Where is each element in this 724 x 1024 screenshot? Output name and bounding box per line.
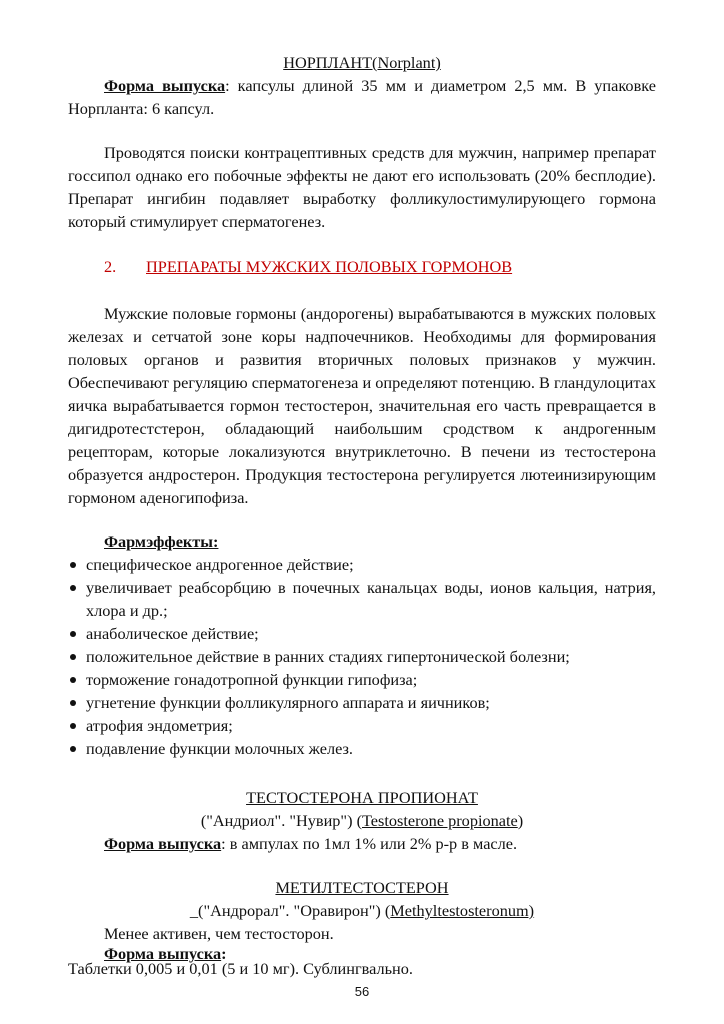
form-label: Форма выпуска	[104, 76, 226, 95]
list-item: анаболическое действие;	[68, 622, 656, 645]
list-item: атрофия эндометрия;	[68, 714, 656, 737]
testosterone-title-text: ТЕСТОСТЕРОНА ПРОПИОНАТ	[246, 788, 478, 807]
effects-list	[68, 553, 656, 760]
methyl-title	[68, 876, 656, 899]
form-text: : капсулы длиной 35 мм и диаметром 2,5 мм. В упаковке Норпланта: 6 капсул.	[68, 76, 656, 118]
section-paragraph: Мужские половые гормоны (андорогены) вырабатываются в мужских половых железах и сетчатой зоне коры надпочечников. Необходимы для формирования половых органов и развития вторичных половых признаков у мужчин. Обеспечивают регуляцию сперматогенеза и определяют потенцию. В гландулоцитах яичка вырабатывается гормон тестостерон, значительная его часть превращается в дигидротестстерон, обладающий наибольшим сродством к андрогенным рецепторам, которые локализуются внутриклеточно. В печени из тестостерона образуется андростерон. Продукция тестостерона регулируется лютеинизирующим гормоном аденогипофиза.	[68, 304, 656, 507]
page-number: 56	[354, 984, 370, 999]
list-item: подавление функции молочных желез.	[68, 737, 656, 760]
brands-text: ("Андриол". "Нувир") (	[200, 811, 362, 830]
effects-heading	[68, 530, 656, 553]
norplant-title	[68, 51, 656, 74]
latin-name: Methyltestosteronum)	[390, 901, 535, 920]
latin-name: Testosterone propionate	[362, 811, 518, 830]
effects-heading-text: Фармэффекты:	[104, 532, 219, 551]
norplant-form	[68, 74, 656, 120]
form-label: Форма выпуска	[104, 834, 222, 853]
norplant-paragraph: Проводятся поиски контрацептивных средств для мужчин, например препарат госсипол однако его побочные эффекты не дают его использовать (20% бесплодие). Препарат ингибин подавляет выработку фолликулостимулирующего гормона который стимулирует сперматогенез.	[68, 143, 656, 231]
methyl-title-text: МЕТИЛТЕСТОСТЕРОН	[275, 878, 449, 897]
list-item: специфическое андрогенное действие;	[68, 553, 656, 576]
brands-text: _("Андрорал". "Оравирон") (	[189, 901, 391, 920]
section-title: ПРЕПАРАТЫ МУЖСКИХ ПОЛОВЫХ ГОРМОНОВ	[146, 257, 513, 276]
testosterone-title	[68, 786, 656, 809]
list-item: увеличивает реабсорбцию в почечных канальцах воды, ионов кальция, натрия, хлора и др.;	[68, 576, 656, 622]
section-number: 2.	[104, 257, 117, 276]
list-item: торможение гонадотропной функции гипофиза;	[68, 668, 656, 691]
list-item: угнетение функции фолликулярного аппарата и яичников;	[68, 691, 656, 714]
form-text: : в ампулах по 1мл 1% или 2% р-р в масле.	[221, 834, 518, 853]
testosterone-form	[68, 832, 656, 855]
brands-close: )	[517, 811, 524, 830]
section-heading	[68, 255, 656, 278]
testosterone-brands	[68, 809, 656, 832]
methyl-form-text: Таблетки 0,005 и 0,01 (5 и 10 мг). Сублингвально.	[68, 959, 413, 978]
norplant-title-text: НОРПЛАНТ(Norplant)	[283, 53, 441, 72]
form-colon: :	[221, 944, 227, 963]
list-item: положительное действие в ранних стадиях гипертонической болезни;	[68, 645, 656, 668]
form-label: Форма выпуска	[104, 944, 222, 963]
methyl-note: Менее активен, чем тестосторон.	[104, 924, 334, 943]
methyl-brands	[68, 899, 656, 922]
